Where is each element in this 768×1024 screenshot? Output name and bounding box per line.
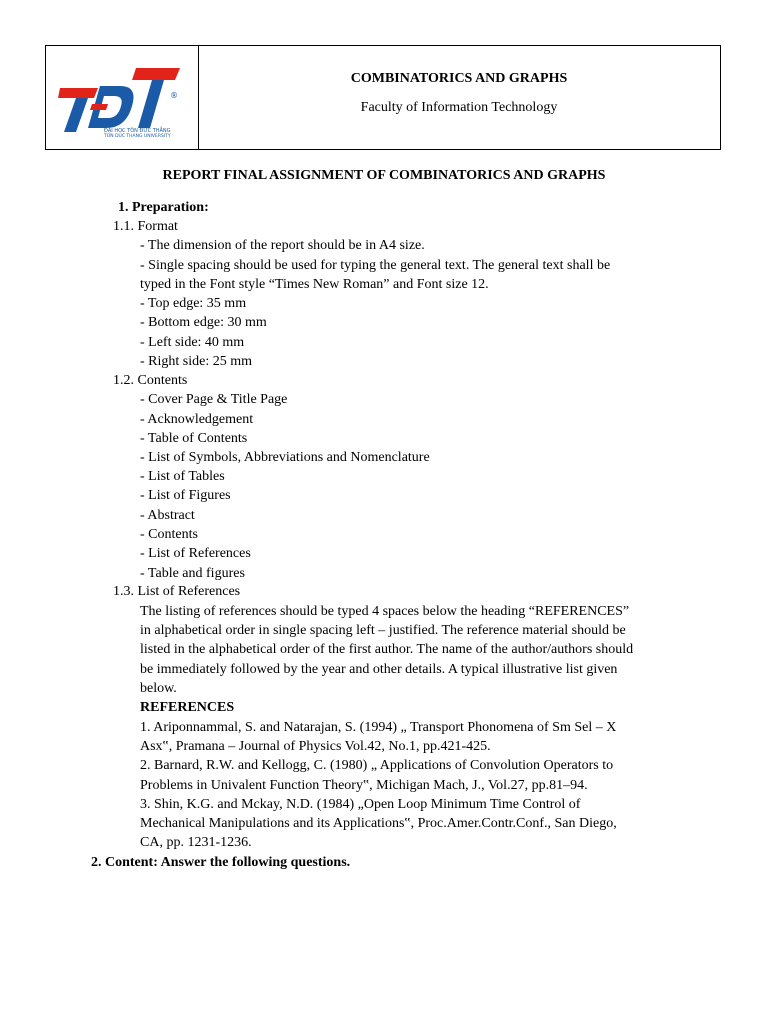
svg-text:ĐẠI HỌC TÔN ĐỨC THẮNG: ĐẠI HỌC TÔN ĐỨC THẮNG	[104, 128, 171, 134]
reference-line: 3. Shin, K.G. and Mckay, N.D. (1984) „Open Loop Minimum Time Control of	[140, 797, 581, 812]
contents-item: - List of Symbols, Abbreviations and Nomenclature	[140, 450, 430, 465]
references-paragraph-line: listed in the alphabetical order of the first author. The name of the author/authors should	[140, 642, 634, 657]
reference-line: 2. Barnard, R.W. and Kellogg, C. (1980) „ Applications of Convolution Operators to	[140, 758, 614, 773]
svg-text:TON DUC THANG UNIVERSITY: TON DUC THANG UNIVERSITY	[104, 134, 171, 139]
contents-item: - Table and figures	[140, 566, 245, 581]
format-line: - Bottom edge: 30 mm	[140, 315, 267, 330]
format-line: - Left side: 40 mm	[140, 335, 245, 350]
format-line: - Single spacing should be used for typing the general text. The general text shall be	[140, 258, 611, 273]
format-line: - The dimension of the report should be in A4 size.	[140, 238, 425, 253]
references-paragraph-line: be immediately followed by the year and other details. A typical illustrative list given	[140, 662, 618, 677]
contents-item: - Table of Contents	[140, 431, 248, 446]
header-box	[45, 45, 721, 150]
contents-item: - Cover Page & Title Page	[140, 392, 288, 407]
subsection-heading-format: 1.1. Format	[113, 219, 178, 234]
contents-item: - Acknowledgement	[140, 412, 254, 427]
references-paragraph-line: The listing of references should be typed 4 spaces below the heading “REFERENCES”	[140, 604, 630, 619]
references-paragraph-line: in alphabetical order in single spacing left – justified. The reference material should be	[140, 623, 626, 638]
section-heading-content: 2. Content: Answer the following questions.	[91, 855, 351, 870]
reference-line: CA, pp. 1231-1236.	[140, 835, 252, 850]
section-heading-preparation: 1. Preparation:	[118, 200, 209, 215]
reference-line: Asx‟, Pramana – Journal of Physics Vol.42, No.1, pp.421-425.	[140, 739, 491, 754]
format-line: - Right side: 25 mm	[140, 354, 252, 369]
subsection-heading-contents: 1.2. Contents	[113, 373, 188, 388]
contents-item: - Contents	[140, 527, 198, 542]
subsection-heading-references: 1.3. List of References	[113, 584, 241, 599]
contents-item: - Abstract	[140, 508, 195, 523]
svg-text:®: ®	[170, 91, 178, 100]
reference-line: Problems in Univalent Function Theory‟, Michigan Mach, J., Vol.27, pp.81–94.	[140, 778, 588, 793]
contents-item: - List of Figures	[140, 488, 231, 503]
contents-item: - List of References	[140, 546, 251, 561]
reference-line: 1. Ariponnammal, S. and Natarajan, S. (1994) „ Transport Phonomena of Sm Sel – X	[140, 720, 617, 735]
tdt-university-logo-icon	[58, 64, 186, 139]
format-line: typed in the Font style “Times New Roman” and Font size 12.	[140, 277, 489, 292]
header-title: COMBINATORICS AND GRAPHS	[350, 71, 568, 86]
header-subtitle: Faculty of Information Technology	[360, 100, 558, 115]
format-line: - Top edge: 35 mm	[140, 296, 247, 311]
reference-line: Mechanical Manipulations and its Applications‟, Proc.Amer.Contr.Conf., San Diego,	[140, 816, 617, 831]
document-title: REPORT FINAL ASSIGNMENT OF COMBINATORICS AND GRAPHS	[162, 168, 606, 183]
logo-cell	[46, 46, 199, 149]
references-heading: REFERENCES	[140, 700, 235, 715]
contents-item: - List of Tables	[140, 469, 225, 484]
references-paragraph-line: below.	[140, 681, 177, 696]
